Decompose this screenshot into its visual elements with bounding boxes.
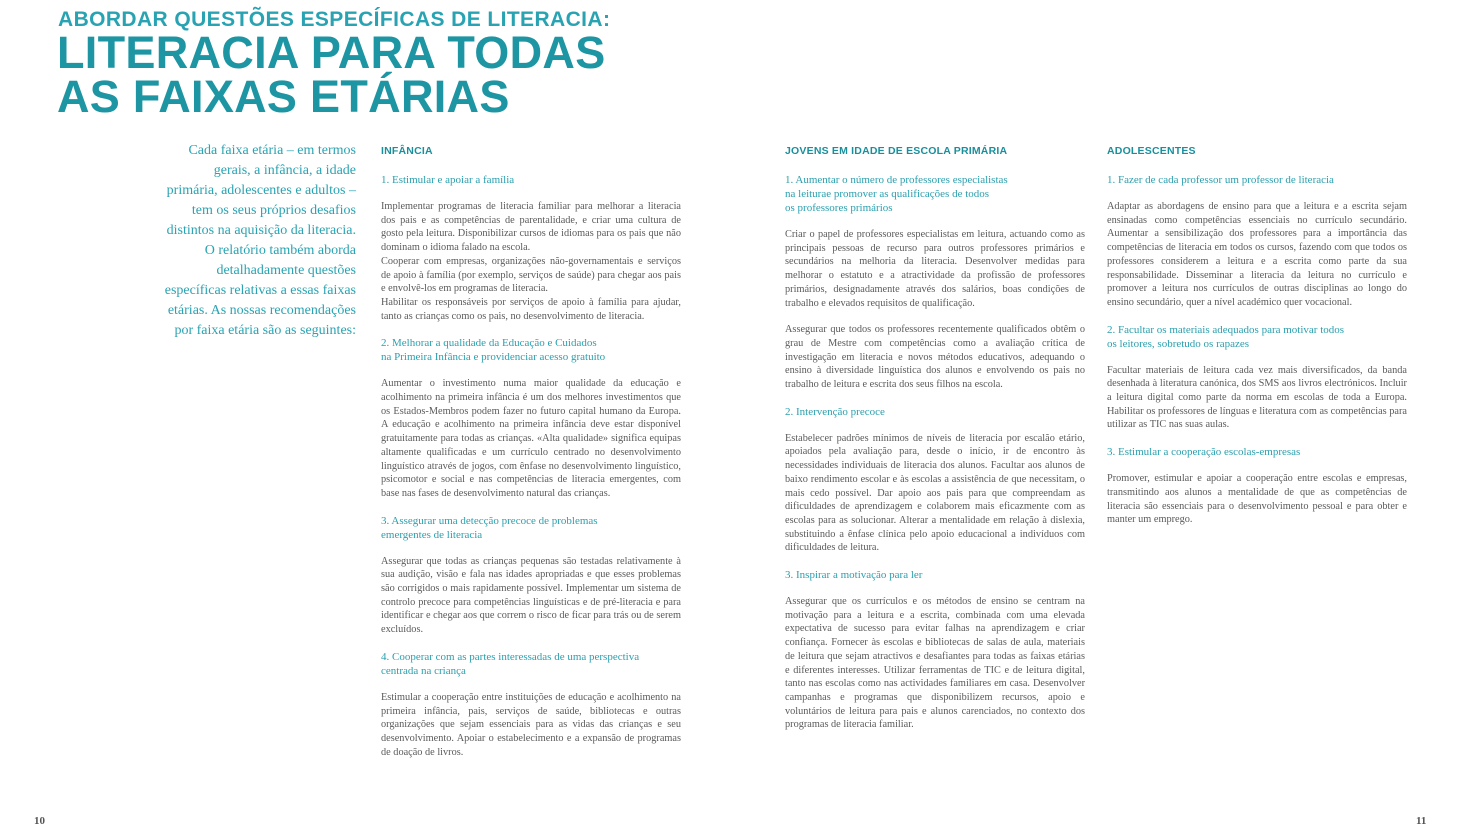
page-number-right: 11 bbox=[1416, 815, 1427, 827]
paragraph: Estimular a cooperação entre instituições de educação e acolhimento na primeira infância, pais, serviços de saúde, bibliotecas e outras organizações que sejam essenciais para as vidas das crianças e seu desenvolvimento. Apoiar o estabelecimento e a expansão de programas de doação de livros. bbox=[381, 691, 681, 758]
kicker-heading: ABORDAR QUESTÕES ESPECÍFICAS DE LITERACIA: bbox=[58, 8, 611, 31]
section-title: 1. Aumentar o número de professores especialistas na leiturae promover as qualificações de todos os professores primários bbox=[785, 174, 1008, 214]
section-title: 2. Melhorar a qualidade da Educação e Cuidados na Primeira Infância e providenciar acesso gratuito bbox=[381, 337, 606, 364]
section-title: 4. Cooperar com as partes interessadas de uma perspectiva centrada na criança bbox=[381, 650, 640, 677]
column-infancia bbox=[381, 142, 681, 772]
section-title: 2. Facultar os materiais adequados para motivar todos os leitores, sobretudo os rapazes bbox=[1107, 323, 1345, 350]
column-escola-primaria bbox=[785, 142, 1085, 745]
title-line-1: LITERACIA PARA TODAS bbox=[57, 27, 606, 78]
paragraph: Adaptar as abordagens de ensino para que a leitura e a escrita sejam ensinadas como competências essenciais no currículo secundário. Aumentar a sensibilização dos professores para a importância das competências de literacia em todos os cursos, fazendo com que todos os professores considerem a leitura e a escrita como parte da sua responsabilidade. Disseminar a literacia da leitura no currículo e promover a leitura nos currículos de outras disciplinas ao longo do ensino secundário, quer a nível académico quer vocacional. bbox=[1107, 201, 1407, 308]
paragraph: Implementar programas de literacia familiar para melhorar a literacia dos pais e as competências de parentalidade, e criar uma cultura de gosto pela leitura. Disponibilizar cursos de idiomas para os pais que não dominam o idioma falado na escola. Cooperar com empresas, organizações não-governamentais e serviços de apoio à família (por exemplo, serviços de saúde) para chegar aos pais e envolvê-los em programas de literacia. Habilitar os responsáveis por serviços de apoio à família para ajudar, tanto as crianças como os pais, no desenvolvimento de literacia. bbox=[381, 201, 681, 322]
paragraph: Criar o papel de professores especialistas em leitura, actuando como as principais pessoas de recurso para outros professores primários e secundários na melhoria da literacia. Desenvolver medidas para melhorar o estatuto e a atractividade da profissão de professores primários, designadamente através dos salários, boas condições de trabalho e elevados requisitos de qualificação. bbox=[785, 229, 1085, 309]
paragraph: Assegurar que todas as crianças pequenas são testadas relativamente à sua audição, visão e fala nas idades apropriadas e que esses problemas são corrigidos o mais rapidamente possível. Implementar um sistema de controlo precoce para competências linguísticas e de pré-literacia e para identificar e chegar aos que correm o risco de ficar para trás ou de serem excluídos. bbox=[381, 555, 681, 636]
section-title: 1. Estimular e apoiar a família bbox=[381, 174, 515, 186]
paragraph: Aumentar o investimento numa maior qualidade da educação e acolhimento na primeira infância é um dos melhores investimentos que os Estados-Membros podem fazer no futuro capital humano da Europa. A educação e acolhimento na primeira infância deve estar disponível gratuitamente para todas as crianças. «Alta qualidade» significa equipas altamente qualificadas e um currículo centrado no desenvolvimento linguístico através de jogos, com ênfase no desenvolvimento linguístico, psicomotor e social e nas competências de literacia emergentes, com base nas fases de desenvolvimento natural das crianças. bbox=[381, 378, 681, 499]
section-title: 1. Fazer de cada professor um professor de literacia bbox=[1107, 174, 1334, 186]
column-heading: INFÂNCIA bbox=[381, 145, 433, 157]
paragraph: Assegurar que todos os professores recentemente qualificados obtêm o grau de Mestre com competências como a avaliação crítica de investigação em literacia e novos métodos educativos, adequando o ensino à diversidade linguística dos alunos e envolvendo os pais no trabalho de leitura e escrita dos seus filhos na escola. bbox=[785, 324, 1085, 391]
column-heading: ADOLESCENTES bbox=[1107, 145, 1196, 157]
section-title: 3. Inspirar a motivação para ler bbox=[785, 569, 923, 582]
title-line-2: AS FAIXAS ETÁRIAS bbox=[57, 71, 510, 122]
paragraph: Assegurar que os currículos e os métodos de ensino se centram na motivação para a leitura e a escrita, combinada com uma elevada expectativa de sucesso para evitar falhas na aprendizagem e criar confiança. Fornecer às escolas e bibliotecas de salas de aula, materiais de leitura que sejam atractivos e desafiantes para todas as faixas etárias e diferentes interesses. Utilizar ferramentas de TIC e de leitura digital, tanto nas escolas como nas actividades familiares em casa. Desenvolver campanhas e programas que disponibilizem recursos, apoio e voluntários de leitura para pais e alunos carenciados, no contexto dos programas de literacia familiar. bbox=[785, 596, 1085, 731]
paragraph: Facultar materiais de leitura cada vez mais diversificados, da banda desenhada à literatura canónica, dos SMS aos livros electrónicos. Incluir a leitura digital como parte da norma em escolas de toda a Europa. Habilitar os professores de línguas e literatura com as competências para utilizar as TIC nas suas aulas. bbox=[1107, 364, 1407, 431]
paragraph: Estabelecer padrões mínimos de níveis de literacia por escalão etário, apoiados pela avaliação para, desde o início, ir de encontro às necessidades individuais de literacia dos alunos. Facultar aos alunos de baixo rendimento escolar e às escolas a assistência de que necessitam, o mais cedo possível. Dar apoio aos pais para que compreendam as dificuldades de aprendizagem e colaborem mais eficazmente com as escolas para as solucionar. Alterar a mentalidade em relação à dislexia, substituindo a ênfase clínica pelo apoio educacional a indivíduos com dificuldades de leitura. bbox=[785, 432, 1085, 554]
page-title bbox=[57, 27, 606, 122]
section-title: 3. Estimular a cooperação escolas-empresas bbox=[1107, 446, 1301, 459]
paragraph: Promover, estimular e apoiar a cooperação entre escolas e empresas, transmitindo aos alunos a mentalidade de que as competências de literacia são essenciais para o desenvolvimento pessoal e para obter e manter um emprego. bbox=[1107, 473, 1407, 526]
section-title: 3. Assegurar uma detecção precoce de problemas emergentes de literacia bbox=[381, 514, 598, 541]
intro-text: Cada faixa etária – em termos gerais, a infância, a idade primária, adolescentes e adultos – tem os seus próprios desafios distintos na aquisição da literacia. O relatório também aborda detalhadamente questões específicas relativas a essas faixas etárias. As nossas recomendações por faixa etária são as seguintes: bbox=[164, 143, 356, 338]
page-number-left: 10 bbox=[34, 815, 45, 827]
column-heading: JOVENS EM IDADE DE ESCOLA PRIMÁRIA bbox=[785, 145, 1008, 157]
section-title: 2. Intervenção precoce bbox=[785, 405, 885, 418]
column-adolescentes bbox=[1107, 142, 1407, 540]
